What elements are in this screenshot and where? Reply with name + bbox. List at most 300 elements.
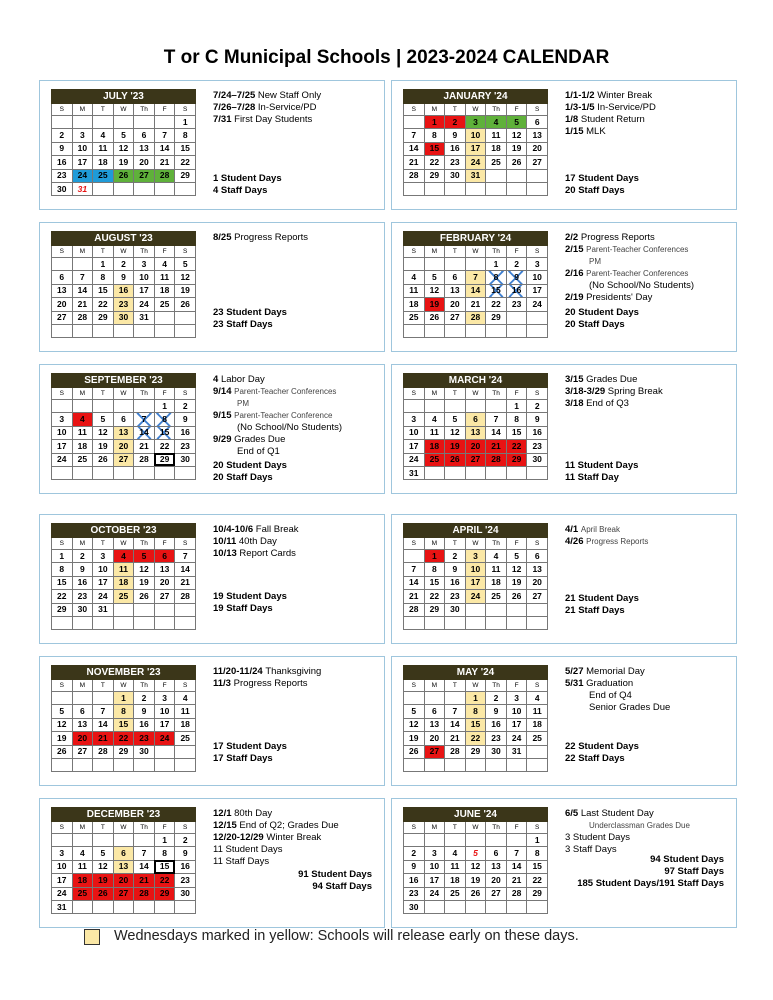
- day-cell: 25: [404, 311, 425, 324]
- day-cell: [486, 616, 507, 629]
- month-panel: [391, 514, 737, 644]
- day-cell: 16: [486, 718, 507, 731]
- day-cell: [506, 324, 527, 337]
- day-cell: 31: [93, 603, 114, 616]
- cumulative-line: 94 Staff Days: [312, 881, 372, 892]
- day-cell: [486, 758, 507, 771]
- note-text: PM: [589, 257, 601, 266]
- day-cell: 24: [134, 298, 155, 311]
- day-cell: [445, 834, 466, 847]
- month-name: FEBRUARY '24: [404, 232, 548, 246]
- day-cell: 11: [154, 271, 175, 284]
- day-cell: 18: [93, 156, 114, 169]
- note-line: [565, 292, 735, 304]
- day-cell: [134, 182, 155, 195]
- note-date: 4/26: [565, 536, 587, 547]
- note-line: [213, 446, 383, 458]
- day-cell: 25: [72, 453, 93, 466]
- day-cell: 29: [154, 887, 175, 900]
- day-cell: 9: [72, 563, 93, 576]
- note-text: 80th Day: [234, 808, 273, 819]
- note-line: [213, 422, 383, 434]
- day-cell: 16: [134, 718, 155, 731]
- weekday-header: S: [175, 104, 196, 116]
- note-text: In-Service/PD: [597, 102, 656, 113]
- weekday-header: F: [154, 246, 175, 258]
- note-text: Parent-Teacher Conferences: [586, 269, 689, 278]
- day-cell: 1: [52, 550, 73, 563]
- day-cell: 29: [506, 453, 527, 466]
- day-cell: 16: [527, 426, 548, 439]
- day-cell: 12: [134, 563, 155, 576]
- day-cell: 22: [506, 440, 527, 453]
- month-notes: [213, 90, 383, 126]
- month-panel: [391, 222, 737, 352]
- day-cell: 3: [465, 116, 486, 129]
- day-cell: 12: [93, 860, 114, 873]
- day-cell: 14: [404, 576, 425, 589]
- day-cell: 6: [424, 705, 445, 718]
- day-cell: 16: [175, 860, 196, 873]
- month-calendar: [51, 807, 196, 914]
- day-cell: [93, 116, 114, 129]
- day-cell: 14: [175, 563, 196, 576]
- month-notes: [565, 232, 735, 304]
- day-cell: [527, 745, 548, 758]
- weekday-header: S: [527, 104, 548, 116]
- day-cell: 26: [52, 745, 73, 758]
- weekday-header: T: [445, 538, 466, 550]
- day-cell: 14: [445, 718, 466, 731]
- note-line: [565, 678, 735, 690]
- note-date: 2/16: [565, 268, 587, 279]
- day-cell: [465, 182, 486, 195]
- note-line: [213, 102, 383, 114]
- day-cell: 11: [72, 860, 93, 873]
- day-cell: 25: [486, 590, 507, 603]
- day-cell: [52, 258, 73, 271]
- day-cell: 1: [93, 258, 114, 271]
- day-cell: [52, 324, 73, 337]
- day-cell: 28: [93, 745, 114, 758]
- total-line: 21 Staff Days: [565, 605, 625, 616]
- day-cell: 9: [445, 129, 466, 142]
- note-text: Parent-Teacher Conferences: [586, 245, 689, 254]
- note-date: 1/15: [565, 126, 587, 137]
- day-cell: 26: [134, 590, 155, 603]
- weekday-header: T: [93, 246, 114, 258]
- month-name: SEPTEMBER '23: [52, 374, 196, 388]
- month-notes: [565, 374, 735, 410]
- note-text: End of Q1: [237, 446, 280, 457]
- day-cell: 28: [404, 169, 425, 182]
- day-cell: 10: [154, 705, 175, 718]
- day-cell: [465, 258, 486, 271]
- note-date: 8/25: [213, 232, 235, 243]
- day-cell: [486, 182, 507, 195]
- day-cell: 5: [93, 413, 114, 426]
- day-cell: 28: [154, 169, 175, 182]
- day-cell: 23: [445, 590, 466, 603]
- weekday-header: S: [527, 822, 548, 834]
- note-text: Winter Break: [266, 832, 322, 843]
- day-cell: [445, 182, 466, 195]
- day-cell: 5: [52, 705, 73, 718]
- day-cell: 31: [72, 182, 93, 195]
- day-cell: 13: [486, 860, 507, 873]
- month-calendar: [403, 373, 548, 480]
- weekday-header: M: [424, 538, 445, 550]
- day-cell: 3: [93, 550, 114, 563]
- weekday-header: W: [113, 104, 134, 116]
- day-cell: 9: [175, 413, 196, 426]
- day-cell: [445, 466, 466, 479]
- weekday-header: F: [154, 104, 175, 116]
- day-cell: 20: [527, 576, 548, 589]
- day-cell: 30: [404, 900, 425, 913]
- weekday-header: M: [424, 680, 445, 692]
- total-line: 23 Staff Days: [213, 319, 273, 330]
- day-cell: [134, 116, 155, 129]
- day-cell: 20: [445, 298, 466, 311]
- day-cell: 30: [175, 453, 196, 466]
- total-line: 19 Staff Days: [213, 603, 273, 614]
- day-cell: [404, 758, 425, 771]
- day-cell: 4: [486, 550, 507, 563]
- day-cell: 16: [445, 576, 466, 589]
- day-cell: [113, 116, 134, 129]
- day-cell: 21: [175, 576, 196, 589]
- note-text: Progress Reports: [586, 537, 649, 546]
- day-cell: 3: [404, 413, 425, 426]
- day-cell: 4: [72, 847, 93, 860]
- note-date: 6/5: [565, 808, 581, 819]
- day-cell: 23: [72, 590, 93, 603]
- day-cell: 6: [113, 413, 134, 426]
- month-name: MARCH '24: [404, 374, 548, 388]
- day-cell: 1: [154, 834, 175, 847]
- note-text: April Break: [580, 525, 620, 534]
- month-totals: [213, 307, 287, 331]
- note-text: Graduation: [586, 678, 634, 689]
- day-cell: 4: [72, 413, 93, 426]
- day-cell: 3: [424, 847, 445, 860]
- day-cell: 25: [175, 732, 196, 745]
- weekday-header: S: [175, 388, 196, 400]
- day-cell: [527, 324, 548, 337]
- weekday-header: Th: [486, 538, 507, 550]
- note-text: Grades Due: [586, 374, 638, 385]
- day-cell: 25: [113, 590, 134, 603]
- day-cell: [113, 616, 134, 629]
- weekday-header: T: [445, 822, 466, 834]
- day-cell: 28: [404, 603, 425, 616]
- weekday-header: F: [506, 104, 527, 116]
- day-cell: 22: [424, 156, 445, 169]
- day-cell: 27: [424, 745, 445, 758]
- total-line: 19 Student Days: [213, 591, 287, 602]
- day-cell: [154, 182, 175, 195]
- note-line: [213, 386, 383, 398]
- weekday-header: W: [465, 104, 486, 116]
- day-cell: 29: [52, 603, 73, 616]
- weekday-header: T: [93, 538, 114, 550]
- day-cell: 2: [445, 550, 466, 563]
- day-cell: 12: [175, 271, 196, 284]
- note-date: 7/26–7/28: [213, 102, 258, 113]
- weekday-header: S: [404, 246, 425, 258]
- day-cell: 12: [404, 718, 425, 731]
- day-cell: 24: [527, 298, 548, 311]
- day-cell: [154, 745, 175, 758]
- day-cell: 26: [506, 156, 527, 169]
- note-date: 11/3: [213, 678, 234, 689]
- day-cell: 14: [134, 860, 155, 873]
- note-line: [565, 398, 735, 410]
- note-text: Underclassman Grades Due: [589, 821, 690, 830]
- day-cell: 20: [154, 576, 175, 589]
- day-cell: 4: [154, 258, 175, 271]
- weekday-header: Th: [134, 388, 155, 400]
- day-cell: 15: [52, 576, 73, 589]
- day-cell: [506, 603, 527, 616]
- note-line: [565, 374, 735, 386]
- day-cell: 15: [93, 284, 114, 297]
- month-calendar: [51, 373, 196, 480]
- day-cell: 30: [113, 311, 134, 324]
- weekday-header: F: [154, 388, 175, 400]
- month-notes: [565, 666, 735, 714]
- note-text: 3 Student Days: [565, 832, 630, 843]
- day-cell: 27: [486, 887, 507, 900]
- day-cell: 16: [445, 142, 466, 155]
- weekday-header: W: [113, 388, 134, 400]
- day-cell: 26: [93, 887, 114, 900]
- note-line: [565, 256, 735, 268]
- day-cell: 7: [134, 413, 155, 426]
- weekday-header: T: [445, 104, 466, 116]
- day-cell: 22: [154, 440, 175, 453]
- note-date: 10/13: [213, 548, 240, 559]
- day-cell: [134, 603, 155, 616]
- day-cell: 11: [486, 129, 507, 142]
- day-cell: 28: [134, 453, 155, 466]
- day-cell: 24: [93, 590, 114, 603]
- month-panel: [391, 656, 737, 786]
- day-cell: 28: [506, 887, 527, 900]
- day-cell: [424, 900, 445, 913]
- day-cell: 10: [424, 860, 445, 873]
- month-totals: [213, 173, 282, 197]
- day-cell: [486, 834, 507, 847]
- day-cell: 10: [527, 271, 548, 284]
- note-line: [213, 524, 383, 536]
- note-date: 2/19: [565, 292, 587, 303]
- day-cell: 5: [113, 129, 134, 142]
- day-cell: 26: [465, 887, 486, 900]
- day-cell: 21: [134, 440, 155, 453]
- weekday-header: S: [404, 104, 425, 116]
- weekday-header: S: [404, 538, 425, 550]
- month-notes: [213, 666, 383, 690]
- note-line: [213, 374, 383, 386]
- day-cell: 17: [465, 142, 486, 155]
- day-cell: 7: [93, 705, 114, 718]
- day-cell: 15: [465, 718, 486, 731]
- note-text: (No School/No Students): [589, 280, 695, 291]
- month-name: MAY '24: [404, 666, 548, 680]
- month-name: NOVEMBER '23: [52, 666, 196, 680]
- month-panel: [39, 656, 385, 786]
- day-cell: 29: [465, 745, 486, 758]
- total-line: 17 Staff Days: [213, 753, 273, 764]
- day-cell: 14: [486, 426, 507, 439]
- day-cell: 24: [52, 453, 73, 466]
- month-calendar: [51, 89, 196, 196]
- day-cell: 24: [424, 887, 445, 900]
- day-cell: 18: [445, 874, 466, 887]
- note-line: [565, 820, 735, 832]
- day-cell: [527, 182, 548, 195]
- weekday-header: F: [154, 822, 175, 834]
- day-cell: 30: [445, 603, 466, 616]
- total-line: 20 Staff Days: [565, 185, 625, 196]
- day-cell: 7: [465, 271, 486, 284]
- note-line: [565, 280, 735, 292]
- day-cell: [113, 900, 134, 913]
- month-name: APRIL '24: [404, 524, 548, 538]
- day-cell: 4: [527, 692, 548, 705]
- day-cell: [404, 692, 425, 705]
- day-cell: 12: [506, 563, 527, 576]
- day-cell: 7: [404, 129, 425, 142]
- day-cell: [154, 616, 175, 629]
- weekday-header: F: [506, 822, 527, 834]
- day-cell: 23: [113, 298, 134, 311]
- day-cell: 15: [424, 576, 445, 589]
- weekday-header: W: [465, 538, 486, 550]
- day-cell: 24: [465, 156, 486, 169]
- note-date: 1/8: [565, 114, 581, 125]
- weekday-header: S: [52, 388, 73, 400]
- day-cell: 16: [72, 576, 93, 589]
- day-cell: 6: [154, 550, 175, 563]
- day-cell: 5: [424, 271, 445, 284]
- day-cell: [486, 603, 507, 616]
- day-cell: 13: [465, 426, 486, 439]
- day-cell: 18: [154, 284, 175, 297]
- day-cell: [52, 616, 73, 629]
- note-line: [565, 126, 735, 138]
- month-totals: [213, 741, 287, 765]
- note-text: 11 Staff Days: [213, 856, 270, 867]
- day-cell: 2: [52, 129, 73, 142]
- day-cell: [465, 900, 486, 913]
- day-cell: 8: [154, 847, 175, 860]
- weekday-header: T: [93, 680, 114, 692]
- note-line: [213, 398, 383, 410]
- note-text: Progress Reports: [234, 232, 309, 243]
- day-cell: 19: [113, 156, 134, 169]
- month-calendar: [51, 523, 196, 630]
- day-cell: 11: [486, 563, 507, 576]
- note-line: [213, 820, 383, 832]
- day-cell: 22: [424, 590, 445, 603]
- note-text: PM: [237, 399, 249, 408]
- note-text: MLK: [586, 126, 606, 137]
- month-name: AUGUST '23: [52, 232, 196, 246]
- day-cell: 17: [154, 718, 175, 731]
- day-cell: 15: [113, 718, 134, 731]
- day-cell: [72, 258, 93, 271]
- total-line: 22 Staff Days: [565, 753, 625, 764]
- day-cell: [506, 182, 527, 195]
- day-cell: 23: [445, 156, 466, 169]
- cumulative-line: 91 Student Days: [298, 869, 372, 880]
- day-cell: 10: [404, 426, 425, 439]
- day-cell: 24: [465, 590, 486, 603]
- day-cell: 20: [424, 732, 445, 745]
- day-cell: [465, 324, 486, 337]
- day-cell: [175, 758, 196, 771]
- note-line: [565, 232, 735, 244]
- day-cell: 22: [486, 298, 507, 311]
- day-cell: 23: [527, 440, 548, 453]
- note-text: New Staff Only: [257, 90, 322, 101]
- cumulative-line: 94 Student Days: [650, 854, 724, 865]
- day-cell: 23: [175, 440, 196, 453]
- day-cell: 9: [113, 271, 134, 284]
- day-cell: 16: [175, 426, 196, 439]
- note-text: First Day Students: [234, 114, 313, 125]
- day-cell: 11: [72, 426, 93, 439]
- month-panel: [391, 80, 737, 210]
- day-cell: [154, 758, 175, 771]
- day-cell: 5: [175, 258, 196, 271]
- note-text: Senior Grades Due: [589, 702, 671, 713]
- day-cell: 27: [113, 887, 134, 900]
- day-cell: 14: [506, 860, 527, 873]
- day-cell: 19: [465, 874, 486, 887]
- note-line: [213, 434, 383, 446]
- day-cell: 29: [424, 169, 445, 182]
- month-totals: [565, 593, 639, 617]
- weekday-header: M: [424, 104, 445, 116]
- month-calendar: [403, 807, 548, 914]
- day-cell: 19: [52, 732, 73, 745]
- day-cell: 12: [445, 426, 466, 439]
- day-cell: 29: [527, 887, 548, 900]
- day-cell: 20: [52, 298, 73, 311]
- day-cell: 9: [506, 271, 527, 284]
- day-cell: [175, 182, 196, 195]
- day-cell: 17: [404, 440, 425, 453]
- month-calendar: [403, 89, 548, 196]
- day-cell: 3: [72, 129, 93, 142]
- day-cell: 14: [72, 284, 93, 297]
- day-cell: 21: [93, 732, 114, 745]
- day-cell: [527, 616, 548, 629]
- day-cell: [424, 616, 445, 629]
- total-line: 17 Student Days: [213, 741, 287, 752]
- day-cell: 14: [154, 142, 175, 155]
- day-cell: [93, 900, 114, 913]
- note-text: End of Q4: [589, 690, 632, 701]
- weekday-header: S: [527, 680, 548, 692]
- day-cell: 31: [465, 169, 486, 182]
- day-cell: [506, 311, 527, 324]
- day-cell: 28: [486, 453, 507, 466]
